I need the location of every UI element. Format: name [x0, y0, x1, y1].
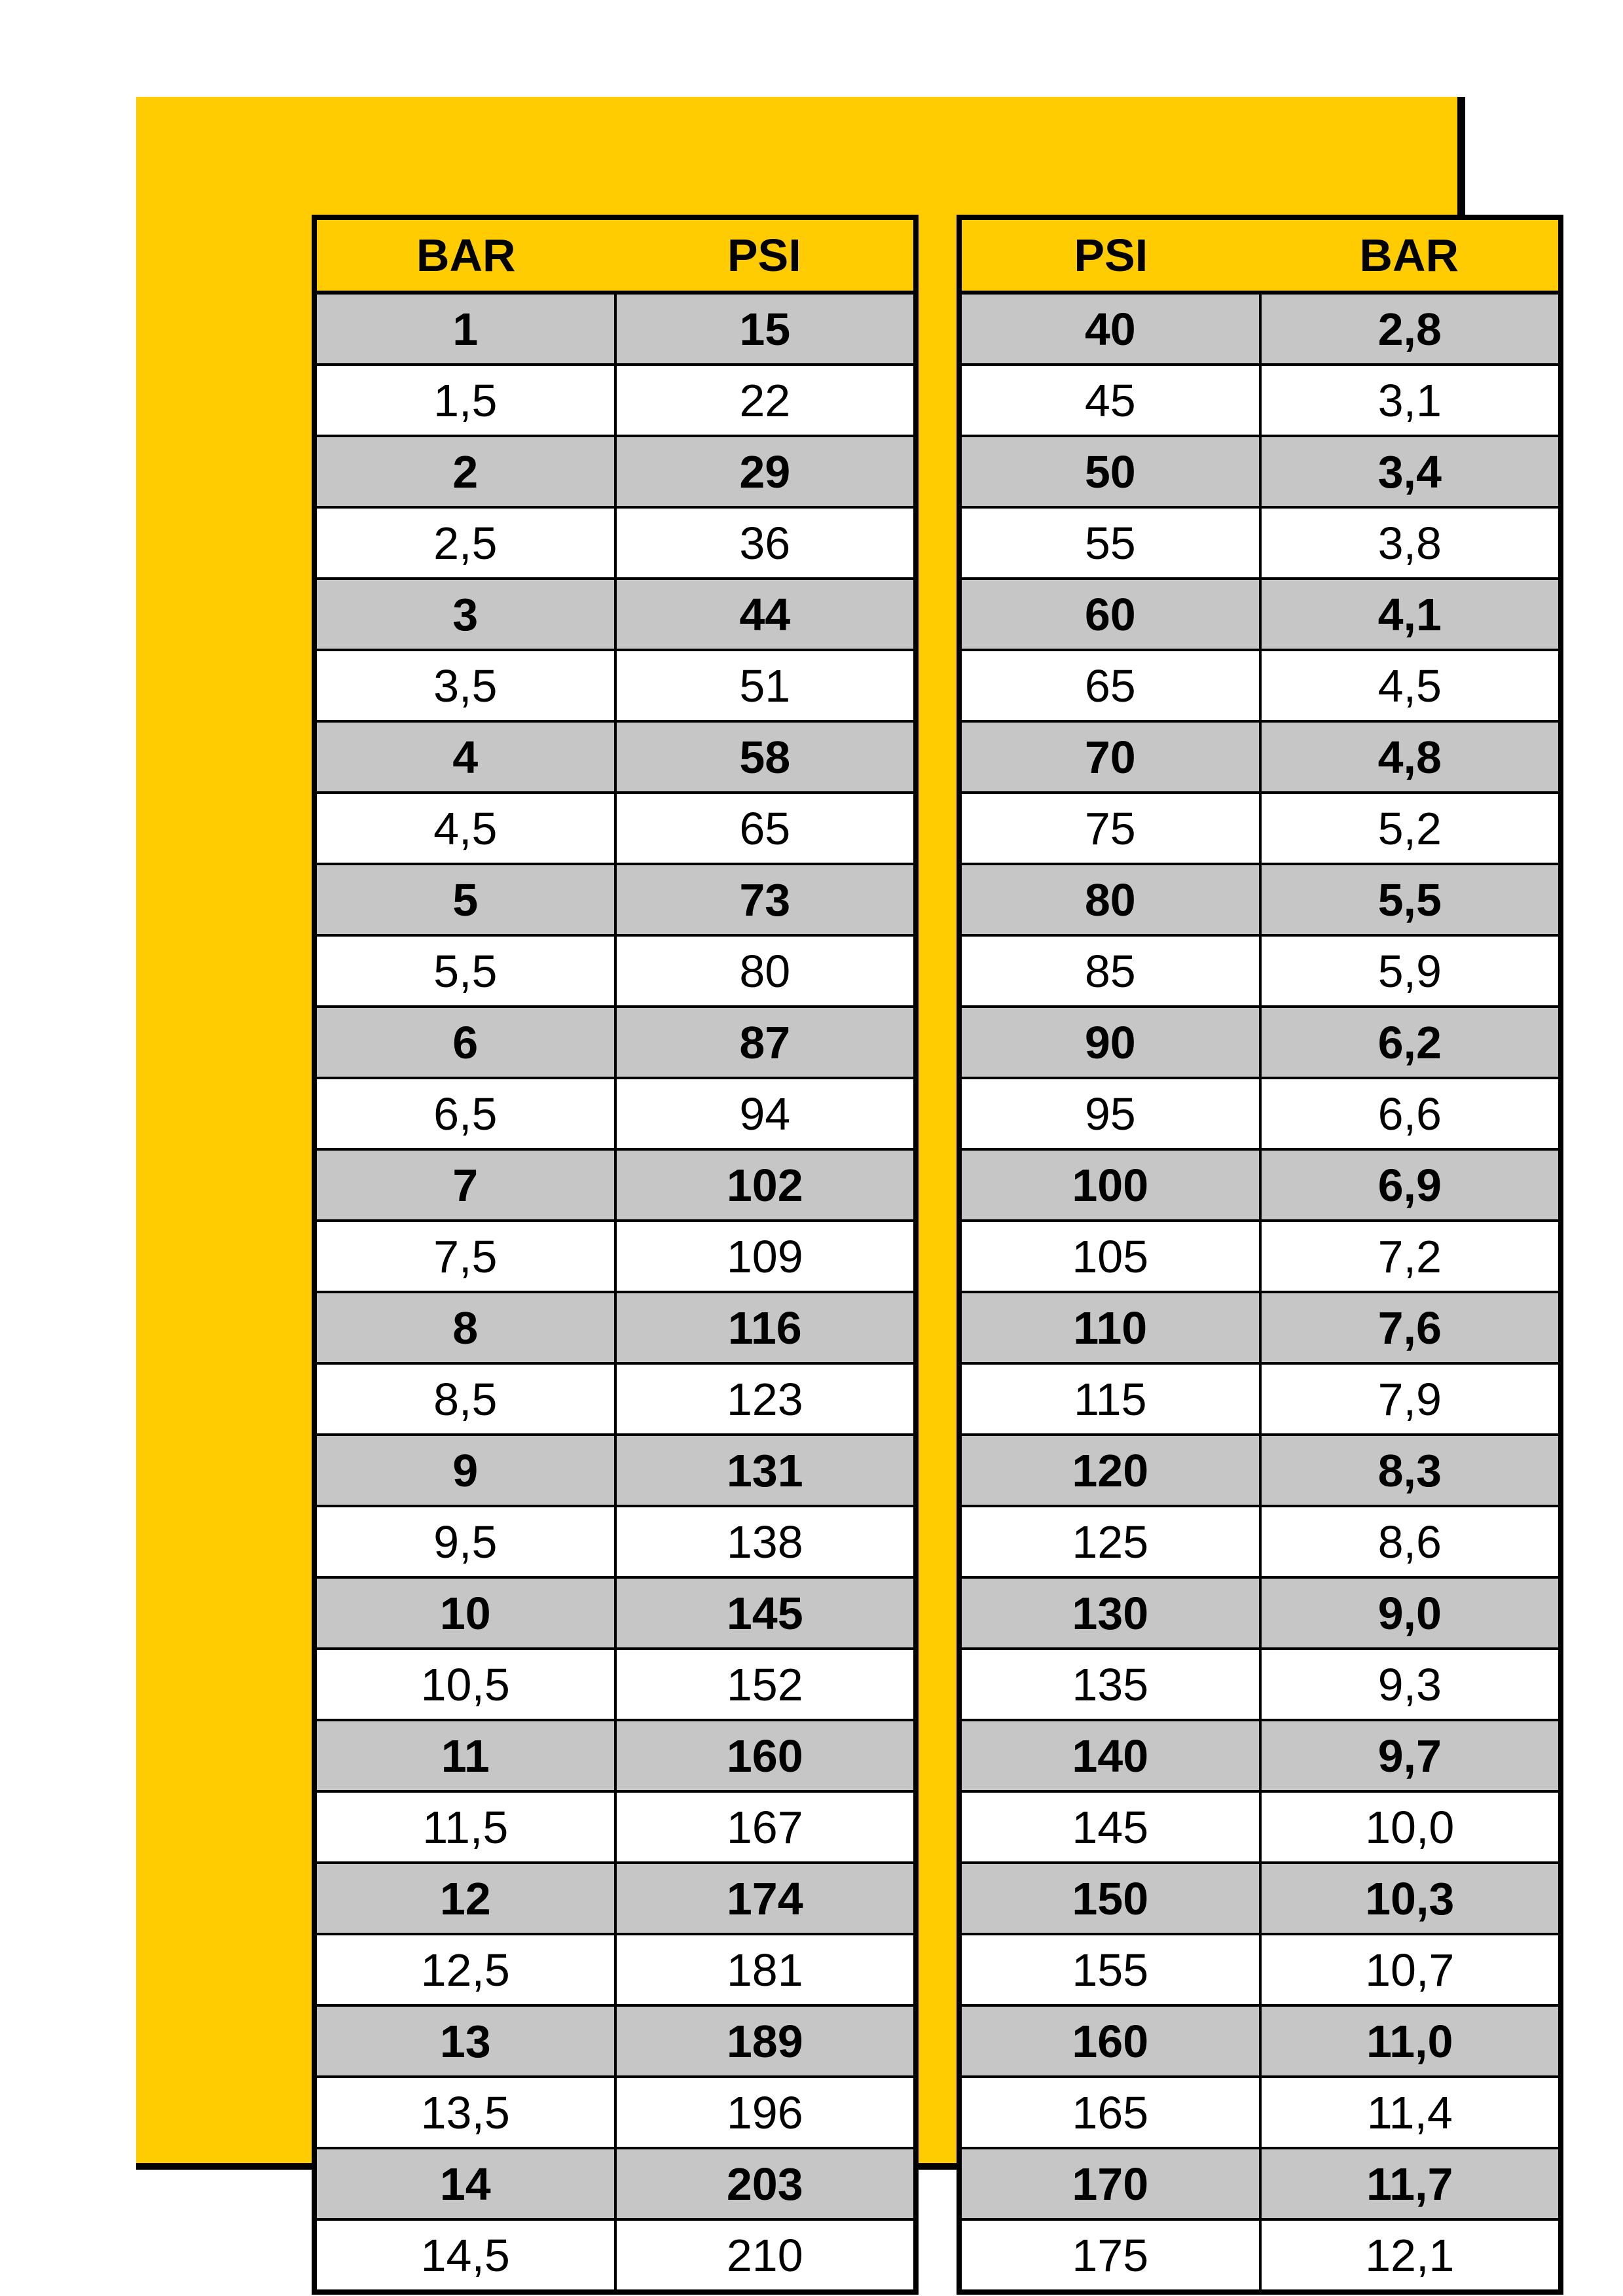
table-cell: 14,5 [314, 2219, 615, 2292]
table-cell: 3 [314, 579, 615, 650]
table-cell: 5 [314, 864, 615, 935]
column-header-bar: BAR [1260, 217, 1561, 293]
table-row [314, 793, 916, 864]
table-cell: 10,3 [1260, 1863, 1561, 1934]
table-cell: 70 [959, 721, 1260, 793]
table-cell: 60 [959, 579, 1260, 650]
table-header-row [314, 217, 916, 293]
table-cell: 138 [615, 1506, 917, 1577]
table-cell: 102 [615, 1149, 917, 1221]
table-cell: 95 [959, 1078, 1260, 1149]
table-row [959, 2005, 1561, 2077]
column-header-bar: BAR [314, 217, 615, 293]
table-cell: 135 [959, 1649, 1260, 1720]
table-row [314, 1649, 916, 1720]
table-cell: 65 [615, 793, 917, 864]
table-cell: 4,5 [314, 793, 615, 864]
table-row [959, 1292, 1561, 1363]
table-row [314, 1934, 916, 2005]
table-cell: 175 [959, 2219, 1260, 2292]
table-cell: 189 [615, 2005, 917, 2077]
table-row [959, 1149, 1561, 1221]
table-cell: 9,0 [1260, 1577, 1561, 1649]
table-cell: 6 [314, 1007, 615, 1078]
table-cell: 167 [615, 1791, 917, 1863]
table-cell: 145 [959, 1791, 1260, 1863]
table-cell: 55 [959, 507, 1260, 579]
table-cell: 1,5 [314, 365, 615, 436]
table-row [959, 721, 1561, 793]
table-cell: 7,2 [1260, 1221, 1561, 1292]
table-row [959, 579, 1561, 650]
table-cell: 5,5 [314, 935, 615, 1007]
table-row [314, 2148, 916, 2219]
table-cell: 152 [615, 1649, 917, 1720]
table-row [314, 1221, 916, 1292]
table-row [314, 935, 916, 1007]
table-row [959, 436, 1561, 507]
table-row [314, 2077, 916, 2148]
table-row [314, 864, 916, 935]
table-cell: 8 [314, 1292, 615, 1363]
table-row [959, 1221, 1561, 1292]
table-cell: 4,1 [1260, 579, 1561, 650]
table-row [314, 2219, 916, 2292]
table-cell: 7 [314, 1149, 615, 1221]
table-cell: 7,6 [1260, 1292, 1561, 1363]
table-row [314, 2005, 916, 2077]
table-row [959, 1934, 1561, 2005]
column-header-psi: PSI [959, 217, 1260, 293]
table-cell: 10 [314, 1577, 615, 1649]
table-row [314, 579, 916, 650]
table-cell: 155 [959, 1934, 1260, 2005]
table-cell: 44 [615, 579, 917, 650]
table-row [959, 864, 1561, 935]
table-row [959, 1078, 1561, 1149]
table-row [959, 1791, 1561, 1863]
table-row [959, 1007, 1561, 1078]
table-row [959, 293, 1561, 365]
table-cell: 80 [959, 864, 1260, 935]
table-row [314, 1720, 916, 1791]
table-cell: 6,5 [314, 1078, 615, 1149]
table-cell: 3,1 [1260, 365, 1561, 436]
table-cell: 73 [615, 864, 917, 935]
table-row [959, 2148, 1561, 2219]
table-cell: 5,9 [1260, 935, 1561, 1007]
table-cell: 3,4 [1260, 436, 1561, 507]
table-row [959, 365, 1561, 436]
table-cell: 123 [615, 1363, 917, 1435]
table-cell: 15 [615, 293, 917, 365]
table-row [314, 721, 916, 793]
table-cell: 9 [314, 1435, 615, 1506]
table-row [314, 1078, 916, 1149]
table-cell: 8,6 [1260, 1506, 1561, 1577]
table-cell: 6,6 [1260, 1078, 1561, 1149]
table-cell: 181 [615, 1934, 917, 2005]
table-cell: 87 [615, 1007, 917, 1078]
column-header-psi: PSI [615, 217, 917, 293]
table-cell: 11,0 [1260, 2005, 1561, 2077]
table-cell: 116 [615, 1292, 917, 1363]
table-row [959, 793, 1561, 864]
table-cell: 160 [959, 2005, 1260, 2077]
conversion-panel [136, 97, 1465, 2281]
table-cell: 11,5 [314, 1791, 615, 1863]
table-cell: 14 [314, 2148, 615, 2219]
table-cell: 4,5 [1260, 650, 1561, 721]
table-cell: 125 [959, 1506, 1260, 1577]
table-cell: 2 [314, 436, 615, 507]
table-cell: 75 [959, 793, 1260, 864]
table-cell: 36 [615, 507, 917, 579]
table-cell: 8,3 [1260, 1435, 1561, 1506]
table-cell: 85 [959, 935, 1260, 1007]
table-cell: 40 [959, 293, 1260, 365]
table-row [959, 1363, 1561, 1435]
bar-to-psi-table [312, 215, 919, 2295]
table-body [959, 293, 1561, 2292]
table-row [314, 1791, 916, 1863]
table-cell: 4 [314, 721, 615, 793]
table-cell: 203 [615, 2148, 917, 2219]
table-row [959, 1506, 1561, 1577]
table-row [314, 1506, 916, 1577]
table-cell: 140 [959, 1720, 1260, 1791]
table-cell: 11 [314, 1720, 615, 1791]
table-cell: 10,0 [1260, 1791, 1561, 1863]
table-cell: 3,5 [314, 650, 615, 721]
table-row [959, 2077, 1561, 2148]
table-cell: 7,9 [1260, 1363, 1561, 1435]
table-cell: 1 [314, 293, 615, 365]
table-cell: 9,7 [1260, 1720, 1561, 1791]
table-row [314, 650, 916, 721]
table-cell: 12,5 [314, 1934, 615, 2005]
table-cell: 6,9 [1260, 1149, 1561, 1221]
table-cell: 210 [615, 2219, 917, 2292]
table-cell: 5,2 [1260, 793, 1561, 864]
table-cell: 8,5 [314, 1363, 615, 1435]
table-cell: 115 [959, 1363, 1260, 1435]
table-row [959, 650, 1561, 721]
table-cell: 2,5 [314, 507, 615, 579]
table-cell: 45 [959, 365, 1260, 436]
table-cell: 11,7 [1260, 2148, 1561, 2219]
table-cell: 145 [615, 1577, 917, 1649]
table-row [959, 1435, 1561, 1506]
table-cell: 13 [314, 2005, 615, 2077]
table-cell: 170 [959, 2148, 1260, 2219]
table-cell: 13,5 [314, 2077, 615, 2148]
table-row [959, 2219, 1561, 2292]
table-cell: 196 [615, 2077, 917, 2148]
table-row [959, 1649, 1561, 1720]
table-cell: 12 [314, 1863, 615, 1934]
table-cell: 110 [959, 1292, 1260, 1363]
table-row [959, 1720, 1561, 1791]
table-cell: 105 [959, 1221, 1260, 1292]
table-cell: 5,5 [1260, 864, 1561, 935]
table-cell: 2,8 [1260, 293, 1561, 365]
table-cell: 10,5 [314, 1649, 615, 1720]
table-cell: 94 [615, 1078, 917, 1149]
table-cell: 65 [959, 650, 1260, 721]
table-row [959, 935, 1561, 1007]
table-cell: 9,3 [1260, 1649, 1561, 1720]
table-cell: 9,5 [314, 1506, 615, 1577]
table-cell: 150 [959, 1863, 1260, 1934]
table-cell: 50 [959, 436, 1260, 507]
table-row [314, 365, 916, 436]
table-cell: 120 [959, 1435, 1260, 1506]
table-row [314, 1435, 916, 1506]
table-cell: 174 [615, 1863, 917, 1934]
table-row [959, 1577, 1561, 1649]
table-cell: 130 [959, 1577, 1260, 1649]
table-cell: 7,5 [314, 1221, 615, 1292]
table-row [314, 436, 916, 507]
table-cell: 165 [959, 2077, 1260, 2148]
table-cell: 109 [615, 1221, 917, 1292]
table-cell: 58 [615, 721, 917, 793]
table-cell: 12,1 [1260, 2219, 1561, 2292]
table-cell: 160 [615, 1720, 917, 1791]
table-cell: 90 [959, 1007, 1260, 1078]
table-row [314, 1363, 916, 1435]
table-cell: 100 [959, 1149, 1260, 1221]
table-header-row [959, 217, 1561, 293]
psi-to-bar-table [957, 215, 1563, 2295]
table-cell: 22 [615, 365, 917, 436]
table-cell: 29 [615, 436, 917, 507]
table-row [314, 1292, 916, 1363]
table-cell: 80 [615, 935, 917, 1007]
table-cell: 6,2 [1260, 1007, 1561, 1078]
table-row [959, 1863, 1561, 1934]
table-row [959, 507, 1561, 579]
table-row [314, 1577, 916, 1649]
table-cell: 11,4 [1260, 2077, 1561, 2148]
table-body [314, 293, 916, 2292]
table-row [314, 293, 916, 365]
table-cell: 51 [615, 650, 917, 721]
table-cell: 10,7 [1260, 1934, 1561, 2005]
table-row [314, 507, 916, 579]
table-row [314, 1007, 916, 1078]
table-cell: 4,8 [1260, 721, 1561, 793]
table-row [314, 1863, 916, 1934]
table-cell: 131 [615, 1435, 917, 1506]
table-row [314, 1149, 916, 1221]
table-cell: 3,8 [1260, 507, 1561, 579]
